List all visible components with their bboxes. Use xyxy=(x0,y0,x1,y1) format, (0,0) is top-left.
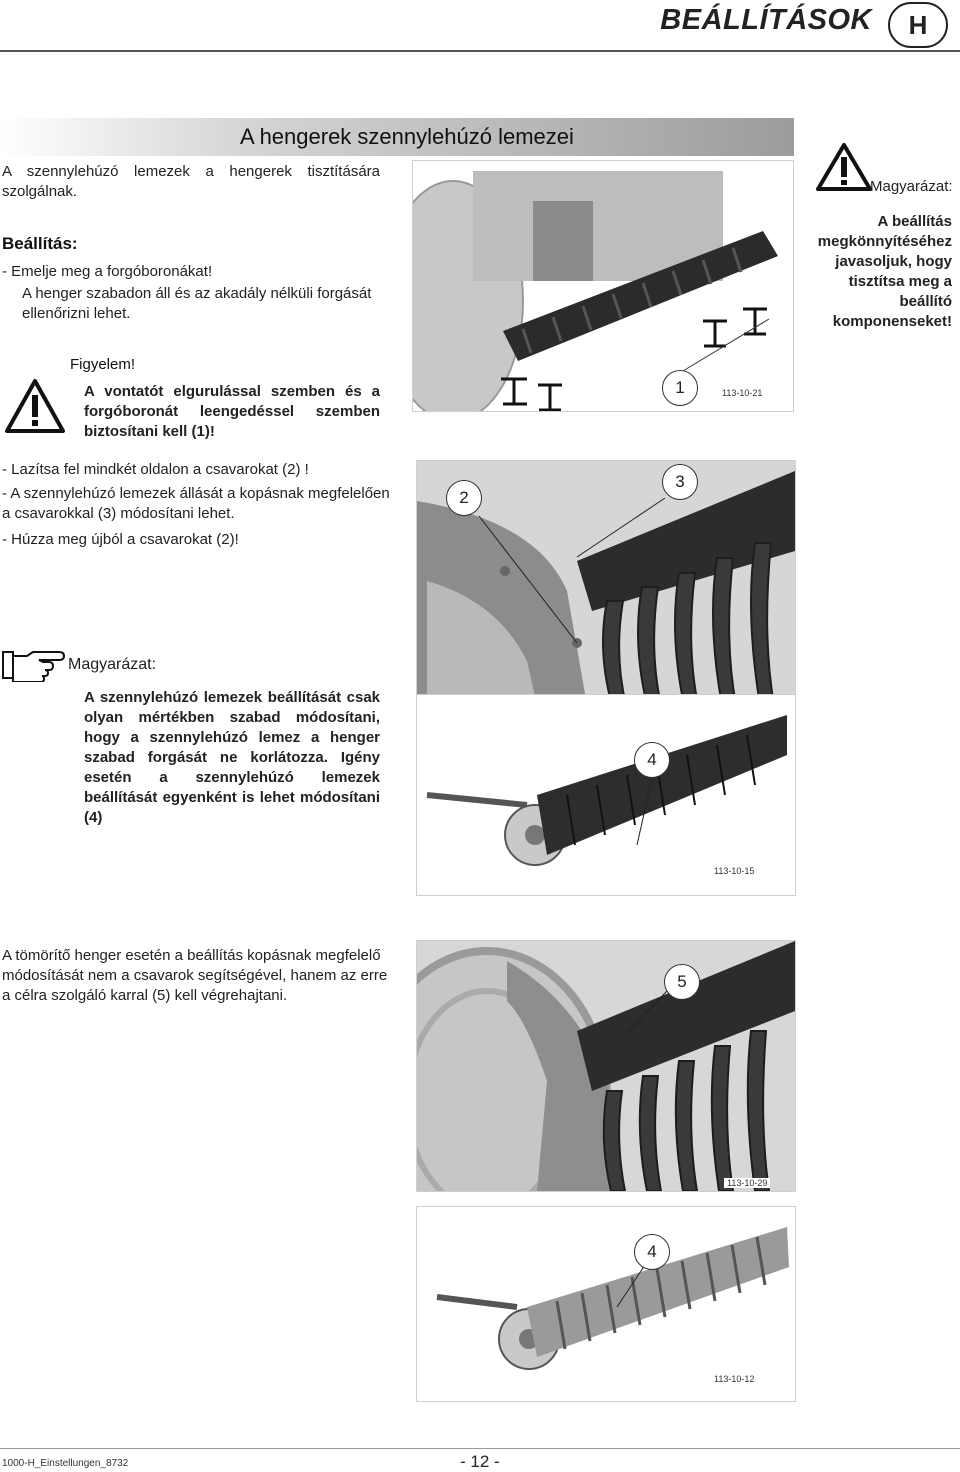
pointing-hand-icon xyxy=(2,648,66,682)
note-text: A szennylehúzó lemezek beállítását csak olyan mértékben szabad módosítani, hogy a szennylehúzó lemez a henger szabad forgását ne korlátozza. Igény esetén a szennylehúzó lemezek beállítását egyenként is lehet módosítani (4) xyxy=(84,689,380,826)
callout-1: 1 xyxy=(662,370,698,406)
side-note-text: A beállítás megkönnyítéséhez javasoljuk, hogy tisztítsa meg a beállító komponenseket! xyxy=(817,213,952,330)
intro-text: A szennylehúzó lemezek a hengerek tisztítására szolgálnak. xyxy=(2,163,380,200)
figure-code: 113-10-29 xyxy=(724,1178,770,1188)
step-item: - A szennylehúzó lemezek állását a kopásnak megfelelően a csavarokkal (3) módosítani lehet. xyxy=(2,485,390,522)
callout-2: 2 xyxy=(446,480,482,516)
footer-filename: 1000-H_Einstellungen_8732 xyxy=(2,1458,129,1469)
note-label: Magyarázat: xyxy=(68,656,157,673)
page-title: BEÁLLÍTÁSOK xyxy=(660,4,872,36)
section-title: A hengerek szennylehúzó lemezei xyxy=(240,124,574,149)
footer-rule xyxy=(0,1448,960,1449)
page-number: - 12 - xyxy=(460,1452,500,1471)
warning-triangle-icon xyxy=(4,378,66,434)
step-item: - Húzza meg újból a csavarokat (2)! xyxy=(2,531,239,548)
setup-heading: Beállítás: xyxy=(2,234,78,253)
figure-compactor-single xyxy=(416,1206,796,1402)
step-item: - Lazítsa fel mindkét oldalon a csavarokat (2) ! xyxy=(2,461,309,478)
section-letter-badge: H xyxy=(888,2,948,48)
warning-label: Figyelem! xyxy=(70,356,136,373)
figure-compactor-lever xyxy=(416,940,796,1192)
figure-code: 113-10-21 xyxy=(722,388,763,398)
figure-code: 113-10-15 xyxy=(714,866,755,876)
figure-code: 113-10-12 xyxy=(714,1374,755,1384)
callout-4: 4 xyxy=(634,742,670,778)
warning-text: A vontatót elgurulással szemben és a forgóboronát leengedéssel szemben biztosítani kell (1)! xyxy=(84,383,380,440)
callout-5: 5 xyxy=(664,964,700,1000)
compactor-text: A tömörítő henger esetén a beállítás kopásnak megfelelő módosítását nem a csavarok segítségével, hanem az erre a célra szolgáló karral (5) kell végrehajtani. xyxy=(2,947,388,1004)
setup-text: A henger szabadon áll és az akadály nélküli forgását ellenőrizni lehet. xyxy=(22,285,372,322)
side-note-label: Magyarázat: xyxy=(870,178,953,195)
setup-step: - Emelje meg a forgóboronákat! xyxy=(2,263,213,280)
warning-triangle-icon xyxy=(816,142,872,192)
callout-3: 3 xyxy=(662,464,698,500)
figure-roller-overview xyxy=(412,160,794,412)
callout-4b: 4 xyxy=(634,1234,670,1270)
